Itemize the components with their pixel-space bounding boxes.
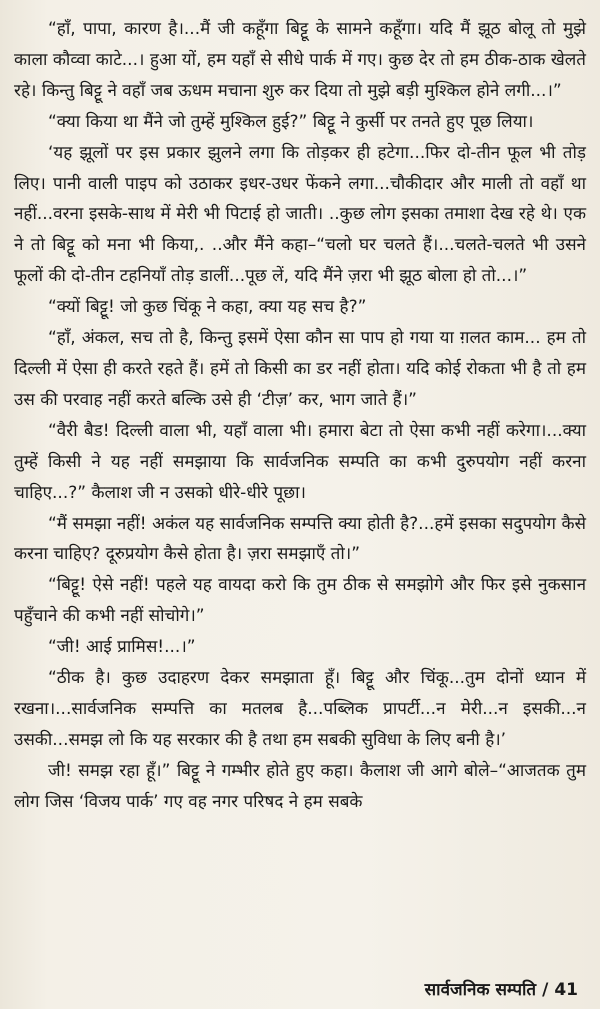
paragraph-2: “क्या किया था मैंने जो तुम्हें मुश्किल हुई?” बिट्टू ने कुर्सी पर तनते हुए पूछ लिया। bbox=[48, 111, 534, 132]
page-number: 41 bbox=[554, 980, 578, 1000]
paragraph-7: “मैं समझा नहीं! अकंल यह सार्वजनिक सम्पत्ति क्या होती है?...हमें इसका सदुपयोग कैसे करना चाहिए? दूरुप्रयोग कैसे होता है। ज़रा समझाएँ तो।” bbox=[14, 513, 586, 565]
footer-separator: / bbox=[542, 980, 549, 1000]
paragraph-6: “वैरी बैड! दिल्ली वाला भी, यहाँ वाला भी। हमारा बेटा तो ऐसा कभी नहीं करेगा।...क्या तुम्हें किसी ने यह नहीं समझाया कि सार्वजनिक सम्पति का कभी दुरुपयोग नहीं करना चाहिए...?” कैलाश जी न उसको धीरे-धीरे पूछा। bbox=[14, 420, 586, 503]
page-footer bbox=[425, 979, 578, 1001]
paragraph-11: जी! समझ रहा हूँ।” बिट्टू ने गम्भीर होते हुए कहा। कैलाश जी आगे बोले–“आजतक तुम लोग जिस ‘विजय पार्क’ गए वह नगर परिषद ने हम सबके bbox=[14, 760, 586, 812]
paragraph-1: “हाँ, पापा, कारण है।...मैं जी कहूँगा बिट्टू के सामने कहूँगा। यदि मैं झूठ बोलू तो मुझे काला कौव्वा काटे...। हुआ यों, हम यहाँ से सीधे पार्क में गए। कुछ देर तो हम ठीक-ठाक खेलते रहे। किन्तु बिट्टू ने वहाँ जब ऊधम मचाना शुरु कर दिया तो मुझे बड़ी मुश्किल होने लगी...।” bbox=[14, 19, 586, 101]
paragraph-9: “जी! आई प्रामिस!...।” bbox=[48, 637, 196, 658]
paragraph-8: “बिट्टू! ऐसे नहीं! पहले यह वायदा करो कि तुम ठीक से समझोगे और फिर इसे नुकसान पहुँचाने की कभी नहीं सोचोगे।” bbox=[14, 575, 586, 627]
paragraph-5: “हाँ, अंकल, सच तो है, किन्तु इसमें ऐसा कौन सा पाप हो गया या ग़लत काम... हम तो दिल्ली में ऐसा ही करते रहते हैं। हमें तो किसी का डर नहीं होता। यदि कोई रोकता भी है तो हम उस की परवाह नहीं करते बल्कि उसे ही ‘टीज़’ कर, भाग जाते हैं।” bbox=[14, 328, 586, 410]
paragraph-3: ‘यह झूलों पर इस प्रकार झुलने लगा कि तोड़कर ही हटेगा...फिर दो-तीन फूल भी तोड़ लिए। पानी वाली पाइप को उठाकर इधर-उधर फेंकने लगा...चौकीदार और माली तो वहाँ था नहीं...वरना इसके-साथ में मेरी भी पिटाई हो जाती। ..कुछ लोग इसका तमाशा देख रहे थे। एक ने तो बिट्टू को मना भी किया,. ..और मैंने कहा–“चलो घर चलते हैं।...चलते-चलते भी उसने फूलों की दो-तीन टहनियाँ तोड़ डालीं...पूछ लें, यदि मैंने ज़रा भी झूठ बोला हो तो...।” bbox=[14, 142, 586, 287]
paragraph-10: “ठीक है। कुछ उदाहरण देकर समझाता हूँ। बिट्टू और चिंकू...तुम दोनों ध्यान में रखना।...सार्वजनिक सम्पत्ति का मतलब है...पब्लिक प्रापर्टी...न मेरी...न इसकी...न उसकी...समझ लो कि यह सरकार की है तथा हम सबकी सुविधा के लिए बनी है।’ bbox=[14, 668, 586, 750]
paragraph-4: “क्यों बिट्टू! जो कुछ चिंकू ने कहा, क्या यह सच है?” bbox=[48, 297, 367, 318]
running-chapter-title: सार्वजनिक सम्पति bbox=[424, 980, 537, 1000]
body-text bbox=[14, 14, 586, 818]
